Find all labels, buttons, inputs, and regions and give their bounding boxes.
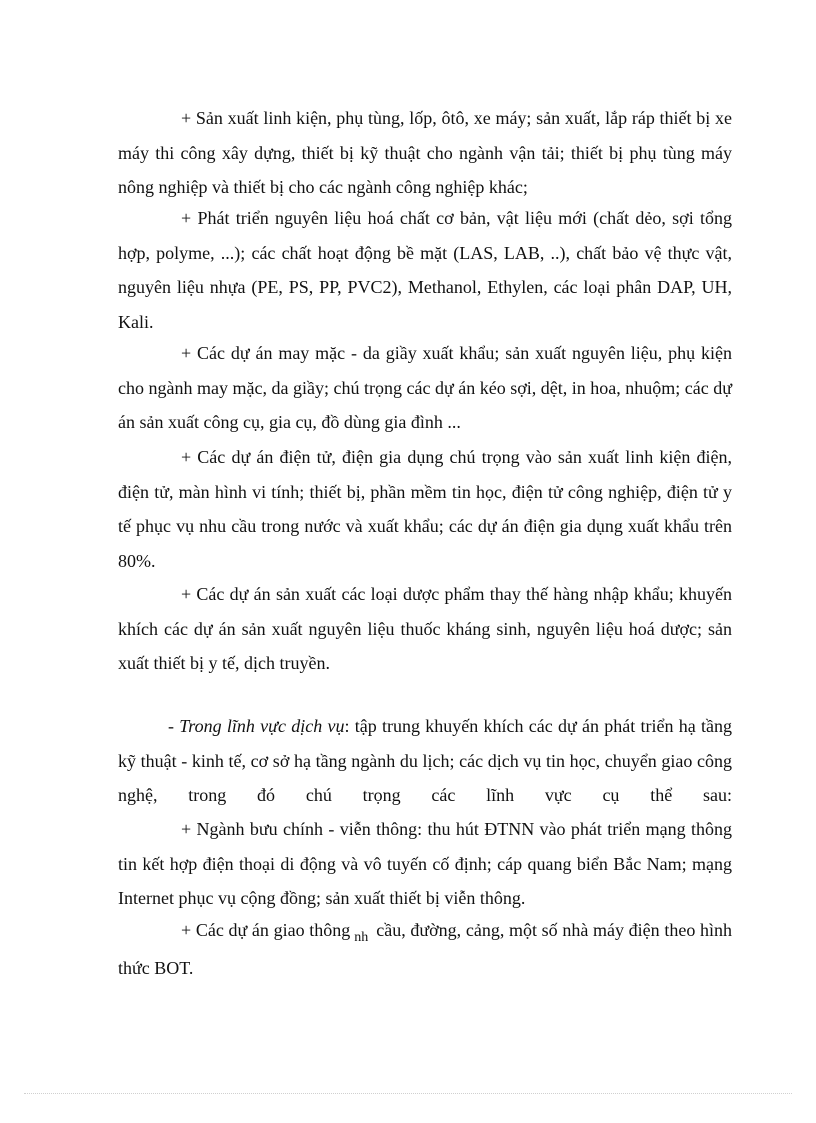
page-bottom-divider [24, 1093, 792, 1094]
paragraph-transport [118, 913, 732, 985]
paragraph-garments: + Các dự án may mặc - da giầy xuất khẩu; sản xuất nguyên liệu, phụ kiện cho ngành may mặc, da giầy; chú trọng các dự án kéo sợi, dệt, in hoa, nhuộm; các dự án sản xuất công cụ, gia cụ, đồ dùng gia đình ... [118, 343, 732, 432]
service-intro: : tập trung khuyến khích các dự án phát triển hạ tầng kỹ thuật - kinh tế, cơ sở hạ tầng ngành du lịch; các dịch vụ tin học, chuyển giao công nghệ, trong đó chú trọng các lĩnh vực cụ thể sau: [118, 716, 732, 805]
paragraph-services [118, 709, 732, 813]
paragraph-telecom: + Ngành bưu chính - viễn thông: thu hút ĐTNN vào phát triển mạng thông tin kết hợp điện thoại di động và vô tuyến cố định; cáp quang biển Bắc Nam; mạng Internet phục vụ cộng đồng; sản xuất thiết bị viễn thông. [118, 819, 732, 908]
service-heading: Trong lĩnh vực dịch vụ [179, 716, 345, 736]
transport-before: + Các dự án giao thông [181, 920, 351, 940]
transport-after: cầu, đường, cảng, một số nhà máy điện theo hình thức BOT. [118, 920, 733, 978]
paragraph-vehicle-parts: + Sản xuất linh kiện, phụ tùng, lốp, ôtô, xe máy; sản xuất, lắp ráp thiết bị xe máy thi công xây dựng, thiết bị kỹ thuật cho ngành vận tải; thiết bị phụ tùng máy nông nghiệp và thiết bị cho các ngành công nghiệp khác; [118, 108, 732, 197]
paragraph-pharmaceuticals: + Các dự án sản xuất các loại dược phẩm thay thế hàng nhập khẩu; khuyến khích các dự án sản xuất nguyên liệu thuốc kháng sinh, nguyên liệu hoá dược; sản xuất thiết bị y tế, dịch truyền. [118, 584, 732, 673]
transport-small-fragment: nh [354, 930, 369, 945]
paragraph-chemicals: + Phát triển nguyên liệu hoá chất cơ bản, vật liệu mới (chất dẻo, sợi tổng hợp, polyme, ...); các chất hoạt động bề mặt (LAS, LAB, ..), chất bảo vệ thực vật, nguyên liệu nhựa (PE, PS, PP, PVC2), Methanol, Ethylen, các loại phân DAP, UH, Kali. [118, 208, 732, 332]
paragraph-electronics: + Các dự án điện tử, điện gia dụng chú trọng vào sản xuất linh kiện điện, điện tử, màn hình vi tính; thiết bị, phần mềm tin học, điện tử công nghiệp, điện tử y tế phục vụ nhu cầu trong nước và xuất khẩu; các dự án điện gia dụng xuất khẩu trên 80%. [118, 447, 732, 571]
service-dash: - [168, 716, 180, 736]
